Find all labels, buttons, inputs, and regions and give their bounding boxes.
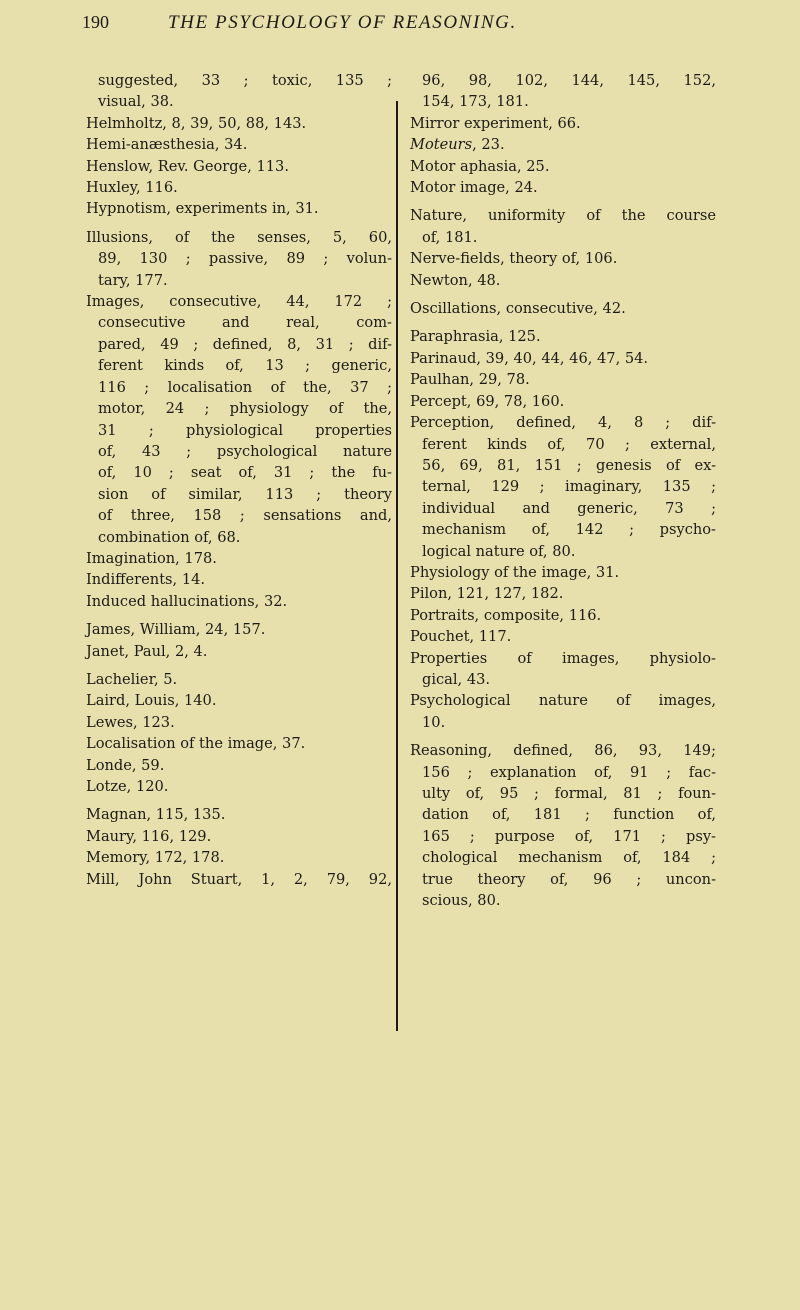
- index-entry-text: Percept, 69, 78, 160.: [410, 392, 565, 410]
- index-entry-text: Laird, Louis, 140.: [86, 692, 217, 710]
- index-entry-text: Psychological nature of images,: [410, 692, 716, 710]
- index-entry: [86, 755, 392, 776]
- index-column-left: [86, 70, 392, 890]
- index-entry-text: of, 181.: [422, 228, 478, 246]
- index-entry: [86, 134, 392, 155]
- index-entry: [86, 804, 392, 825]
- index-entry-text: ferent kinds of, 13 ; generic,: [98, 357, 392, 375]
- index-entry-line: [410, 412, 716, 433]
- index-entry: [86, 733, 392, 754]
- index-entry-text: Memory, 172, 178.: [86, 849, 225, 867]
- index-entry-line: [410, 326, 716, 347]
- index-entry: [410, 391, 716, 412]
- index-entry-line: [86, 569, 392, 590]
- index-entry-line: [86, 134, 392, 155]
- index-entry-text: Nature, uniformity of the course: [410, 207, 716, 225]
- index-entry: [410, 70, 716, 113]
- index-entry: [86, 548, 392, 569]
- index-entry-text: 116 ; localisation of the, 37 ;: [98, 378, 392, 396]
- index-entry-line: [86, 591, 392, 612]
- index-entry-line: [86, 462, 392, 483]
- index-entry-text: Physiology of the image, 31.: [410, 563, 620, 581]
- index-entry-line: [86, 712, 392, 733]
- index-entry: [86, 826, 392, 847]
- index-letter-group: [410, 326, 716, 733]
- index-entry-text: Maury, 116, 129.: [86, 827, 212, 845]
- index-entry: [86, 177, 392, 198]
- index-entry-text: mechanism of, 142 ; psycho-: [422, 521, 716, 539]
- index-entry-text: of three, 158 ; sensations and,: [98, 507, 392, 525]
- index-entry-line: [410, 648, 716, 669]
- index-entry-text: Huxley, 116.: [86, 179, 178, 197]
- index-entry-line: [86, 227, 392, 248]
- index-entry-text: chological mechanism of, 184 ;: [422, 849, 716, 867]
- index-entry-text: 89, 130 ; passive, 89 ; volun-: [98, 250, 392, 268]
- index-entry-text: Illusions, of the senses, 5, 60,: [86, 228, 392, 246]
- index-entry-line: [86, 505, 392, 526]
- index-entry-line: [410, 455, 716, 476]
- index-entry-text: pared, 49 ; defined, 8, 31 ; dif-: [98, 335, 392, 353]
- index-entry-line: [86, 733, 392, 754]
- index-entry-line: [86, 113, 392, 134]
- index-entry-line: [410, 712, 716, 733]
- index-entry-line: [410, 70, 716, 91]
- index-entry-line: [410, 498, 716, 519]
- index-entry-line: [410, 626, 716, 647]
- index-letter-group: [86, 619, 392, 662]
- index-entry-text: Perception, defined, 4, 8 ; dif-: [410, 414, 716, 432]
- index-entry-line: [86, 669, 392, 690]
- index-entry-text: 10.: [422, 713, 446, 731]
- index-entry-line: [410, 369, 716, 390]
- index-letter-group: [410, 298, 716, 319]
- index-entry-line: [410, 583, 716, 604]
- index-entry-line: [86, 355, 392, 376]
- column-divider: [396, 101, 398, 1031]
- index-entry-text: Indifferents, 14.: [86, 571, 206, 589]
- running-title: THE PSYCHOLOGY OF REASONING.: [168, 12, 517, 33]
- index-entry-line: [410, 762, 716, 783]
- index-letter-group: [410, 205, 716, 291]
- index-column-right: [410, 70, 716, 911]
- index-entry: [410, 605, 716, 626]
- index-entry: [410, 648, 716, 691]
- index-letter-group: [86, 669, 392, 797]
- index-entry: [86, 869, 392, 890]
- page-number: 190: [82, 12, 109, 32]
- index-entry: [86, 156, 392, 177]
- index-entry: [86, 690, 392, 711]
- index-entry-line: [410, 270, 716, 291]
- index-letter-group: [410, 740, 716, 911]
- index-entry-text: James, William, 24, 157.: [86, 621, 266, 639]
- index-entry-line: [410, 869, 716, 890]
- index-entry-line: [410, 847, 716, 868]
- index-entry-line: [86, 441, 392, 462]
- index-entry-line: [410, 690, 716, 711]
- index-entry-text: Motor image, 24.: [410, 179, 538, 197]
- index-entry-text: motor, 24 ; physiology of the,: [98, 400, 392, 418]
- index-entry: [86, 569, 392, 590]
- index-entry-text: of, 10 ; seat of, 31 ; the fu-: [98, 464, 392, 482]
- index-entry-line: [410, 826, 716, 847]
- index-entry-line: [86, 548, 392, 569]
- index-entry-line: [410, 134, 716, 155]
- index-entry-text: 156 ; explanation of, 91 ; fac-: [422, 763, 716, 781]
- index-entry-line: [86, 198, 392, 219]
- index-entry-text: Hemi-anæsthesia, 34.: [86, 136, 248, 154]
- index-entry-head-italic: Moteurs: [410, 136, 473, 154]
- index-entry: [86, 113, 392, 134]
- index-entry-text: visual, 38.: [98, 93, 174, 111]
- index-entry-text: Helmholtz, 8, 39, 50, 88, 143.: [86, 114, 307, 132]
- index-entry-text: 31 ; physiological properties: [98, 421, 392, 439]
- index-entry-line: [410, 248, 716, 269]
- index-entry-text: Mirror experiment, 66.: [410, 114, 581, 132]
- index-entry-text: of, 43 ; psychological nature: [98, 442, 392, 460]
- index-entry-line: [410, 605, 716, 626]
- index-entry-text: scious, 80.: [422, 892, 501, 910]
- index-entry: [410, 626, 716, 647]
- index-entry-line: [86, 270, 392, 291]
- index-entry-line: [410, 740, 716, 761]
- index-entry-text: logical nature of, 80.: [422, 542, 576, 560]
- index-entry-text: 154, 173, 181.: [422, 93, 529, 111]
- index-letter-group: [86, 227, 392, 612]
- index-entry-line: [86, 91, 392, 112]
- index-entry-line: [410, 156, 716, 177]
- index-entry-text: Induced hallucinations, 32.: [86, 592, 288, 610]
- index-entry-line: [410, 669, 716, 690]
- index-entry-line: [410, 890, 716, 911]
- index-entry-line: [410, 91, 716, 112]
- index-entry: [86, 227, 392, 291]
- index-entry-text: Londe, 59.: [86, 756, 165, 774]
- index-entry-text: Lotze, 120.: [86, 778, 169, 795]
- index-entry-line: [410, 783, 716, 804]
- index-entry-text: Henslow, Rev. George, 113.: [86, 157, 289, 175]
- index-entry: [86, 619, 392, 640]
- index-entry-text: Reasoning, defined, 86, 93, 149;: [410, 742, 716, 760]
- index-entry-text: Motor aphasia, 25.: [410, 157, 550, 175]
- index-entry-line: [86, 847, 392, 868]
- index-entry-line: [86, 776, 392, 797]
- index-entry-line: [86, 377, 392, 398]
- index-entry-line: [86, 156, 392, 177]
- index-entry: [410, 156, 716, 177]
- index-entry-text: consecutive and real, com-: [98, 314, 392, 332]
- index-entry: [86, 70, 392, 113]
- index-entry-text: true theory of, 96 ; uncon-: [422, 870, 716, 888]
- index-entry-line: [86, 484, 392, 505]
- index-entry: [410, 270, 716, 291]
- index-entry-line: [86, 291, 392, 312]
- index-entry-text: 165 ; purpose of, 171 ; psy-: [422, 827, 716, 845]
- index-entry-line: [410, 519, 716, 540]
- index-entry-line: [86, 755, 392, 776]
- index-letter-group: [86, 70, 392, 220]
- index-entry: [410, 348, 716, 369]
- index-entry-text: dation of, 181 ; function of,: [422, 806, 716, 824]
- index-entry-text: Images, consecutive, 44, 172 ;: [86, 293, 392, 311]
- index-entry-text: tary, 177.: [98, 271, 168, 289]
- index-entry-text: Pouchet, 117.: [410, 628, 512, 646]
- index-entry: [410, 562, 716, 583]
- index-entry-text: ulty of, 95 ; formal, 81 ; foun-: [422, 785, 716, 802]
- index-entry-line: [410, 476, 716, 497]
- index-entry: [410, 205, 716, 248]
- index-entry-text: 56, 69, 81, 151 ; genesis of ex-: [422, 456, 716, 474]
- index-entry: [86, 712, 392, 733]
- index-entry-text: Nerve-fields, theory of, 106.: [410, 250, 618, 268]
- index-entry: [410, 740, 716, 911]
- index-entry-text: 96, 98, 102, 144, 145, 152,: [422, 72, 716, 89]
- index-entry-line: [410, 298, 716, 319]
- index-entry-text: Lachelier, 5.: [86, 670, 178, 688]
- index-entry-text: ferent kinds of, 70 ; external,: [422, 435, 716, 453]
- index-entry-line: [86, 619, 392, 640]
- index-entry-line: [86, 869, 392, 890]
- index-entry-line: [86, 70, 392, 91]
- index-entry-line: [410, 434, 716, 455]
- index-entry-text: Portraits, composite, 116.: [410, 606, 602, 624]
- index-entry: [410, 248, 716, 269]
- index-entry-line: [410, 391, 716, 412]
- index-entry-text: Pilon, 121, 127, 182.: [410, 585, 564, 603]
- index-entry-text: Janet, Paul, 2, 4.: [86, 642, 208, 660]
- index-entry-text: Parinaud, 39, 40, 44, 46, 47, 54.: [410, 349, 649, 367]
- index-entry-line: [86, 398, 392, 419]
- index-entry-line: [86, 177, 392, 198]
- index-entry-text: Paulhan, 29, 78.: [410, 371, 530, 389]
- index-entry: [410, 326, 716, 347]
- index-letter-group: [410, 70, 716, 198]
- index-entry-text: combination of, 68.: [98, 528, 241, 546]
- index-entry-line: [410, 205, 716, 226]
- index-entry-text: Paraphrasia, 125.: [410, 328, 541, 346]
- index-entry-line: [86, 248, 392, 269]
- index-entry-line: [410, 227, 716, 248]
- page-header: [0, 12, 800, 42]
- index-entry: [86, 847, 392, 868]
- index-entry-text: gical, 43.: [422, 670, 491, 688]
- index-entry-text: suggested, 33 ; toxic, 135 ;: [98, 72, 392, 89]
- index-entry-text: sion of similar, 113 ; theory: [98, 485, 392, 503]
- index-entry-line: [86, 312, 392, 333]
- index-entry-line: [86, 641, 392, 662]
- index-entry-line: [86, 420, 392, 441]
- index-entry: [86, 591, 392, 612]
- index-entry-line: [410, 541, 716, 562]
- index-entry: [410, 583, 716, 604]
- index-entry: [86, 776, 392, 797]
- index-entry-text: Hypnotism, experiments in, 31.: [86, 200, 319, 218]
- index-entry: [410, 298, 716, 319]
- index-entry-text: Lewes, 123.: [86, 713, 175, 731]
- index-entry: [86, 641, 392, 662]
- index-entry-line: [86, 804, 392, 825]
- index-entry: [86, 669, 392, 690]
- index-entry-line: [410, 562, 716, 583]
- index-entry-text: Properties of images, physiolo-: [410, 649, 716, 667]
- index-entry: [86, 291, 392, 548]
- index-entry-line: [410, 804, 716, 825]
- index-entry: [410, 113, 716, 134]
- index-entry-line: [410, 113, 716, 134]
- index-entry-line: [86, 690, 392, 711]
- index-entry-line: [86, 334, 392, 355]
- index-entry: [410, 177, 716, 198]
- index-entry-text: Mill, John Stuart, 1, 2, 79, 92,: [86, 870, 392, 888]
- index-entry-line: [410, 177, 716, 198]
- index-entry-text: Imagination, 178.: [86, 549, 217, 567]
- index-entry: [410, 690, 716, 733]
- index-entry-text: individual and generic, 73 ;: [422, 499, 716, 517]
- index-entry: [86, 198, 392, 219]
- index-entry-text: Localisation of the image, 37.: [86, 735, 306, 753]
- index-entry-text: , 23.: [472, 136, 505, 154]
- index-entry-line: [86, 527, 392, 548]
- index-entry-line: [410, 348, 716, 369]
- index-entry: [410, 412, 716, 562]
- index-entry-text: Oscillations, consecutive, 42.: [410, 300, 626, 318]
- index-letter-group: [86, 804, 392, 890]
- index-entry: [410, 134, 716, 155]
- index-entry-text: Newton, 48.: [410, 271, 501, 289]
- index-entry-line: [86, 826, 392, 847]
- index-entry-text: ternal, 129 ; imaginary, 135 ;: [422, 478, 716, 496]
- index-entry-text: Magnan, 115, 135.: [86, 806, 226, 824]
- index-entry: [410, 369, 716, 390]
